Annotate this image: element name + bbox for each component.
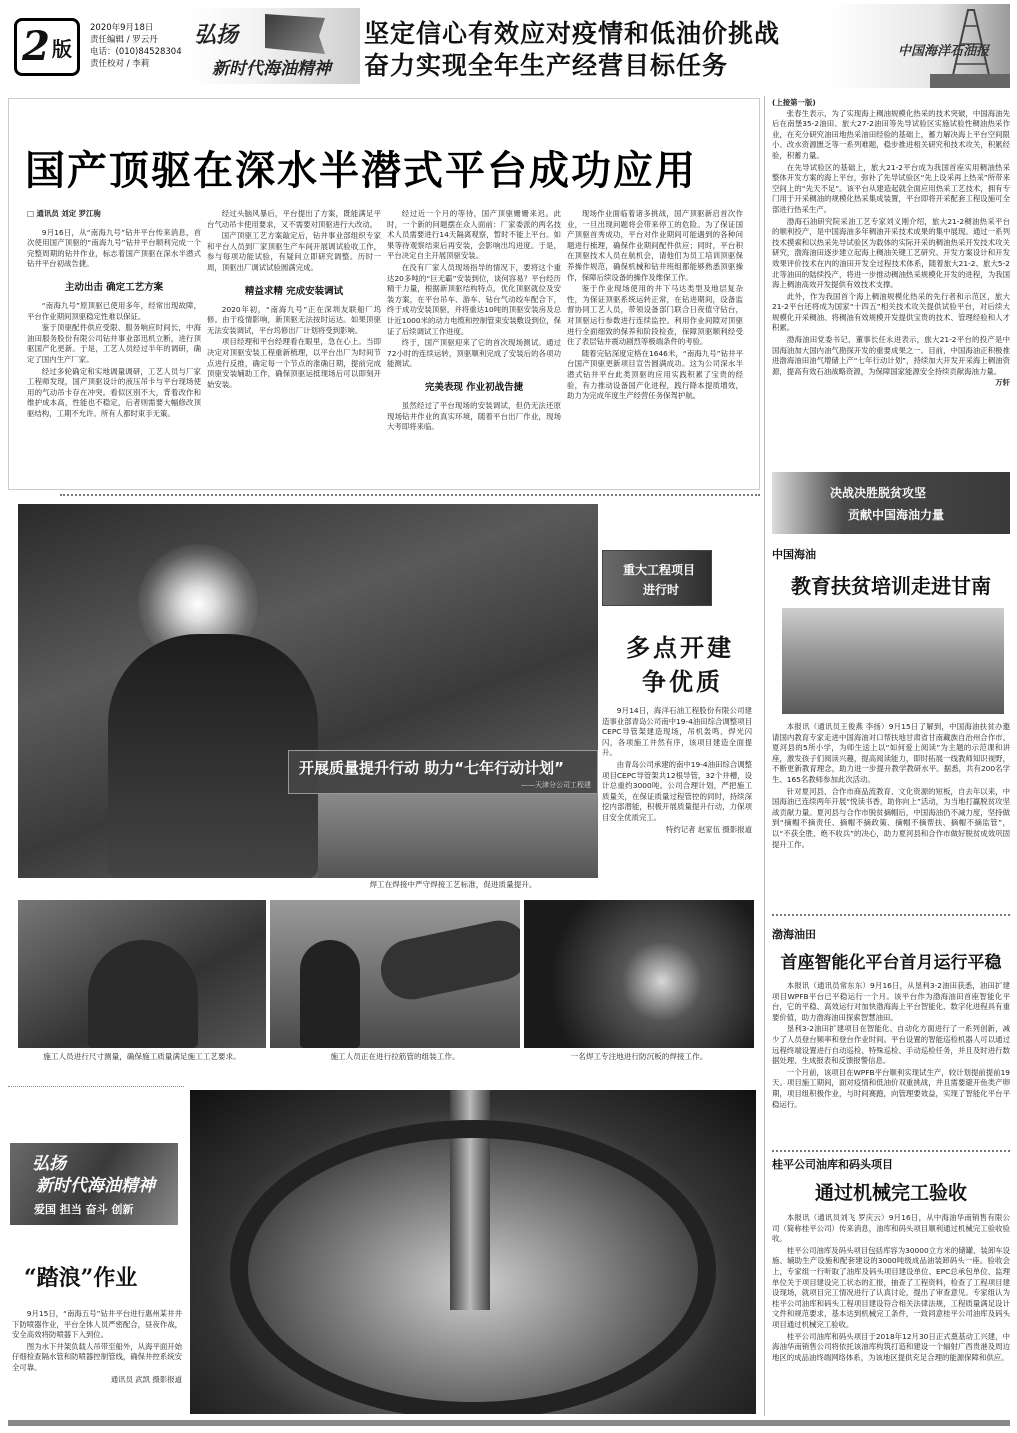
spirit-line2: 新时代海油精神 bbox=[36, 1176, 155, 1196]
welder-figure bbox=[108, 634, 318, 878]
byline: □ 通讯员 刘定 罗江驹 bbox=[27, 209, 101, 218]
ocean-drilling-photo bbox=[190, 1090, 756, 1414]
poverty-banner-line1: 决战决胜脱贫攻坚 bbox=[830, 486, 927, 500]
article-source: 中国海油 bbox=[772, 548, 816, 561]
spirit-body bbox=[12, 1309, 182, 1415]
spirit-title: “踏浪”作业 bbox=[24, 1265, 138, 1291]
paragraph: 在先导试验区的基础上，旅大21-2平台成为我国首座实用稠油热采整体开发方案的海上平台，弥补了先导试验区“先上设采再上热采”所带来空间上的“先天不足”。该平台从建造起就全面应用热采工艺技术，拥有专门用于开采稠油的规模化热采集成装置，平台即将开采配套工程设施可全部进行热采生产。 bbox=[772, 162, 1010, 214]
article-title: 通过机械完工验收 bbox=[814, 1182, 967, 1204]
column-rule bbox=[764, 96, 765, 1416]
article-title: 首座智能化平台首月运行平稳 bbox=[780, 953, 1002, 973]
subheading: 精益求精 完成安装调试 bbox=[244, 285, 344, 297]
masthead-headline-2: 奋力实现全年生产经营目标任务 bbox=[364, 51, 729, 80]
paragraph: 由青岛公司承建的南中19-4油田综合调整项目CEPC导管架共12根导管，32个井槽，设计总重约3000吨。公司合理计划，严把施工质量关，在保证质量过程管控的同时，持续深挖内部潜能，积极开展质量提升行动，力保项目安全优质完工。 bbox=[602, 759, 752, 822]
bottom-rule bbox=[8, 1420, 1010, 1426]
project-tag bbox=[602, 550, 712, 606]
paragraph: 本报讯（通讯员王俊燕 李扬）9月15日了解到，中国海油扶贫办邀请国内教育专家走进中国海油对口帮扶地甘肃省甘南藏族自治州合作市、夏河县的5所小学，为师生送上以“如何爱上阅读”为主题的示范课和讲座，激发孩子们阅读兴趣，提高阅读能力，即时拓展一线教师知识视野，不断更新教育理念，助力进一步提升教学教研水平。据悉，共有200名学生、165名教师参加此次活动。 bbox=[772, 722, 1010, 784]
article-source: 桂平公司油库和码头项目 bbox=[772, 1158, 893, 1171]
photo-caption: 施工人员进行尺寸测量，确保施工质量满足施工工艺要求。 bbox=[43, 1052, 241, 1061]
continued-label: (上接第一版) bbox=[772, 98, 816, 107]
paragraph: 经过多轮确定和实地调量调研，工艺人员与厂家工程师发现，国产顶驱设计的液压吊卡与平台现场使用的气动吊卡存在冲突。看似区别不大，背着改作和维护成本高，性能也不稳定，后者则需要大幅修改顶驱结构，工期不允许。所有人都时束手无策。 bbox=[27, 366, 201, 418]
editor-credit: 责任编辑 / 罗云丹 bbox=[90, 35, 158, 45]
project-tag-line1: 重大工程项目 bbox=[623, 563, 696, 577]
pipe-shape bbox=[375, 915, 520, 1005]
paragraph: 随着完钻深度定格在1646米，“南海九号”钻井平台国产顶驱更新项目宣告圆满成功。这为公司深水半潜式钻井平台此类顶驱的应用实践积累了宝贵的经验，有力推动设备国产化进程，践行降本提质增效，助力为完成年度生产经营任务保驾护航。 bbox=[567, 348, 743, 401]
worker-figure bbox=[88, 940, 198, 1048]
paragraph: 9月14日，海洋石油工程股份有限公司建造事业部青岛公司南中19-4油田综合调整项目CEPC导管架建造现场，吊机轰鸣、焊光闪闪，各项施工井然有序，该项目建造全面提升。 bbox=[602, 706, 752, 758]
photo-caption: 一名焊工专注地进行防沉板的焊接工作。 bbox=[570, 1052, 708, 1061]
paragraph: 桂平公司油库及码头项目包括库容为30000立方米的储罐、装卸车设施、辅助生产设施和配套建设的3000吨级成品油装卸码头一座。验收会上，专家组一行听取了油库及码头项目建设单位、EPC总承包单位、监理单位关于项目建设完工状态的汇报，抽查了工程资料，检查了工程项目建设现场，就项目完工情况进行了认真讨论，提出了审查意见。专家组认为桂平公司油库和码头工程项目建设符合相关法律法规，工程质量满足设计文件和规范要求，基本达到机械完工条件，一致同意桂平公司油库及码头项目通过机械完工验收。 bbox=[772, 1245, 1010, 1329]
lead-article bbox=[8, 98, 760, 490]
lead-headline: 国产顶驱在深水半潜式平台成功应用 bbox=[25, 148, 697, 194]
feature-title-1: 多点开建 bbox=[626, 633, 734, 662]
spirit-line1: 弘扬 bbox=[32, 1154, 66, 1174]
paragraph: 本报讯（通讯员常东东）9月16日，从垦利3-2油田获悉，油田扩建项目WPFB平台已平稳运行一个月。该平台作为渤海油田首座智能化平台，它的平稳、高效运行对加快渤海海上平台智能化、数字化进程具有重要价值，助力渤海油田探索智慧油田。 bbox=[772, 981, 1010, 1022]
lead-paragraph: 9月16日，从“南海九号”钻井平台传来消息，首次使用国产顶驱的“南海九号”钻井平台顺利完成一个完整周期的钻井作业，标志着国产顶驱在深水半潜式钻井平台初战告捷。 bbox=[27, 227, 201, 269]
lead-column-2 bbox=[207, 209, 381, 489]
spirit-banner bbox=[10, 1143, 178, 1225]
paragraph: 本报讯（通讯员刘飞 罗庆云）9月16日，从中海油华南销售有限公司（简称桂平公司）传来消息，油库和码头项目顺利通过机械完工验收验收。 bbox=[772, 1213, 1010, 1244]
paragraph: 桂平公司油库和码头项目于2018年12月30日正式奠基动工兴建，中海油华南销售公司将依托该油库构筑打造和建设一个辐射广西贵港及周边地区的成品油终端网络体系，为该地区提供充足合理的能源保障和供应。 bbox=[772, 1331, 1010, 1362]
author: 万轩 bbox=[995, 378, 1010, 388]
article-title: 教育扶贫培训走进甘南 bbox=[791, 574, 991, 598]
divider bbox=[772, 1150, 1010, 1152]
photo-credit: 通讯员 武凯 摄影报道 bbox=[110, 1374, 182, 1384]
paragraph: 张春生表示，为了实现海上稠油规模化热采的技术突破，中国海油先后在南堡35-2油田、旅大27-2油田等先导试验区实施试验性稠油热采作业，在充分研究油田地热采油田经验的基础上，蓄力解决海上平台空间限小、改水资源匮乏等一系列难题，稳步推进相关研究和技术攻关，积累经验，积蓄力量。 bbox=[772, 108, 1010, 160]
welding-photo bbox=[18, 504, 598, 878]
page-suffix: 版 bbox=[51, 36, 72, 61]
project-tag-line2: 进行时 bbox=[643, 583, 680, 597]
divider bbox=[772, 914, 1010, 916]
paragraph: 一个月前，该项目在WPFB平台顺利实现试生产，较计划提前提前19天。项目施工期间，面对疫情和低油价双重挑战，并且需要避开鱼类产卵期，项目组积极作业，与时间赛跑，向管理要效益，实现了智能化平台平稳运行。 bbox=[772, 1067, 1010, 1109]
paragraph: 国产顶驱工艺方案敲定后，钻井事业部组织专家和平台人员到厂家顶驱生产车间开展调试验收工作，参与每项功能试验，有疑问立即研究调整。历时一周，顶驱出厂调试试验圆满完成。 bbox=[207, 231, 381, 272]
poverty-banner bbox=[772, 472, 1010, 534]
masthead-headline-1: 坚定信心有效应对疫情和低油价挑战 bbox=[364, 19, 781, 48]
building-background bbox=[318, 794, 598, 878]
continued-article bbox=[772, 98, 1010, 432]
spirit-line3: 爱国 担当 奋斗 创新 bbox=[34, 1203, 134, 1216]
paragraph: 针对夏河县、合作市商品流教育、文化资源的短板，自去年以来，中国海油已连续两年开展“悦读书香，助你向上”活动，为当地打赢脱贫攻坚战贡献力量。夏河县与合作市脱贫摘帽后，中国海油仍不减力度，坚持做到“摘帽不摘责任、摘帽不摘政策、摘帽不摘帮扶、摘帽不摘监管”，以“不获全胜、绝不收兵”的决心，助力夏河县和合作市做好脱贫成效巩固提升工作。 bbox=[772, 786, 1010, 849]
photo-credit: 特约记者 赵家伍 摄影报道 bbox=[666, 824, 752, 834]
feature-body bbox=[602, 706, 752, 882]
slogan-graphic bbox=[190, 8, 360, 84]
paragraph: 9月15日，“南海五号”钻井平台进行惠州某井井下防喷器作业，平台全体人员严密配合，昼夜作战，安全高效将防喷器下入到位。 bbox=[12, 1309, 182, 1340]
phone-number: 电话：(010)84528304 bbox=[90, 47, 182, 57]
paragraph: 现场作业面临着诸多挑战，国产顶驱新启首次作业，一旦出现问题将会带来停工的危险。为了保证国产顶驱首秀成功，平台对作业期间可能遇到的各种问题进行梳理，确保作业期间配件供应；同时，平台积在顶驱技术人员在航机会，请他们为员工培训顶驱保养操作规范，确保机械和钻井班组都能够熟悉顶驱操作，保障后续设备的操作及维保工作。 bbox=[567, 209, 743, 282]
education-article bbox=[772, 546, 1010, 916]
subheading: 完美表现 作业初战告捷 bbox=[424, 381, 524, 393]
masthead bbox=[0, 0, 1017, 92]
feature-section bbox=[8, 500, 760, 1080]
proofreader-credit: 责任校对 / 李莉 bbox=[90, 59, 150, 69]
article-source: 渤海油田 bbox=[772, 928, 816, 941]
rig-graphic bbox=[830, 4, 1010, 88]
paragraph: 渤海油田党委书记、董事长任永进表示，旅大21-2平台的投产是中国海油加大国内油气勘探开发的重要成果之一。目前，中国海油正积极推进渤海油田油气增储上产“七年行动计划”，持续加大开发开采海上稠油资源，提高有效石油战略资源，为保障国家能源安全持续贡献海油力量。 bbox=[772, 335, 1010, 376]
feature-text-block bbox=[602, 550, 754, 880]
photo-caption: 焊工在焊接中严守焊接工艺标准，促进质量提升。 bbox=[369, 880, 537, 889]
article-body bbox=[772, 1213, 1010, 1431]
photo-banner-text: 开展质量提升行动 助力“七年行动计划” bbox=[299, 759, 564, 777]
paragraph: 鉴于顶驱配件供应受限、服务响应时间长，中海油田服务股份有限公司钻井事业部迅机立断，进行顶驱国产化更新。于是，工艺人员经过半年的调研，确定了国内生产厂家。 bbox=[27, 323, 201, 364]
worker-figure bbox=[300, 940, 360, 1048]
moonpool-rim bbox=[230, 1120, 716, 1414]
paragraph: 经过头脑风暴后，平台提出了方案，既能满足平台气动吊卡使用要求，又不需要对顶驱进行大改动。 bbox=[207, 209, 381, 229]
divider bbox=[60, 494, 760, 496]
slogan-line2: 新时代海油精神 bbox=[212, 59, 331, 79]
paragraph: 项目经理和平台经理看在眼里，急在心上。当即决定对顶驱安装工程重新梳理，以平台出厂为时间节点进行反推，确定每一个节点的准确日期，提前完成顶驱安装辅助工作，确保顶驱运抵现场后可以即刻开始安装。 bbox=[207, 337, 381, 389]
issue-date: 2020年9月18日 bbox=[90, 23, 154, 33]
lead-column-3 bbox=[387, 209, 561, 489]
welder-night-photo bbox=[524, 900, 754, 1048]
paragraph: 2020年初，“南海九号”正在深圳友联船厂坞修。由于疫情影响，新顶驱无法按时运达。如果顶驱无法安装调试，平台坞修出厂计划将受到影响。 bbox=[207, 304, 381, 335]
paragraph: 虽然经过了平台现场的安装调试，但仍无法还原现场钻井作业的真实环境，随着平台出厂作业，现场大考即将来临。 bbox=[387, 400, 561, 432]
masthead-info bbox=[90, 22, 190, 70]
guiping-article bbox=[772, 1156, 1010, 1418]
slogan-line1: 弘扬 bbox=[194, 22, 239, 48]
paragraph: 经过近一个月的等待，国产顶驱姗姗来迟。此时，一个新的问题摆在众人面前：厂家委派的两名技术人员需要进行14天隔离观察，暂时不能上平台。如果等待观察结束后再安装，会影响出坞进度。于是，平台决定自主开展顶驱安装。 bbox=[387, 209, 561, 261]
page-number-badge bbox=[14, 18, 80, 76]
paragraph: 在没有厂家人员现场指导的情况下，要将这个重达20多吨的“巨无霸”安装到位，谈何容易？平台经历精干力量，根据新顶驱结构特点，优化顶驱就位及安装方案，在平台吊车、游车、钻台气动绞车配合下，终于成功安装顶驱，并将重达10吨的顶驱安装房及总计近1000米的动力电缆和控制管束安装敷设到位，保证了后续调试工作进度。 bbox=[387, 262, 561, 336]
paragraph: 图为水下井架负载人吊带至船外，从海平面开始仔细检查隔水管和防喷器控制管线，确保井控系统安全可靠。 bbox=[12, 1341, 182, 1372]
bohai-article bbox=[772, 920, 1010, 1146]
measurement-photo bbox=[18, 900, 266, 1048]
spirit-box bbox=[8, 1086, 184, 1416]
paragraph: 终于，国产顶驱迎来了它的首次现场测试。通过72小时的连续运转，顶驱顺利完成了安装后的各项功能测试。 bbox=[387, 338, 561, 369]
photo-banner bbox=[288, 750, 598, 794]
feature-title-2: 争优质 bbox=[642, 667, 723, 696]
photo-banner-subtext: ——天津分公司工程建 bbox=[521, 781, 591, 789]
photo-caption: 施工人员正在进行拉筋管的组装工作。 bbox=[330, 1052, 460, 1061]
page-number: 2 bbox=[22, 23, 50, 70]
lead-column-1 bbox=[27, 209, 201, 489]
flag-icon bbox=[265, 14, 325, 54]
newspaper-name: 中国海洋石油报 bbox=[898, 44, 990, 59]
paragraph: 渤海石油研究院采油工艺专家刘义刚介绍，旅大21-2稠油热采平台的顺利投产，是中国海油多年稠油开采技术成果的集中展现。通过一系列技术摸索和以热采先导试验区为载体的实际开采的稠油热采开发技术攻关研究，渤海油田逐步建立起海上稠油关键工艺研究、开发方案设计和开发效果评价技术在内的油田开发全过程技术体系，随着旅大21-2、旅大5-2北等油田的陆续投产，将进一步推动稠油热采规模化开发的进程，为我国海上稠油高效开发提供有效技术支撑。 bbox=[772, 216, 1010, 290]
paragraph: 垦利3-2油田扩建项目在智能化、自动化方面进行了一系列创新，减少了人员登台频率和登台作业时间。平台设置的智能巡检机器人可以通过远程终端设置进行自动巡检、特殊巡检、手动巡检任务，并且及时进行数据处理、生成报表和反馈报警信息。 bbox=[772, 1024, 1010, 1066]
assembly-photo bbox=[270, 900, 520, 1048]
lead-column-4 bbox=[567, 209, 743, 489]
article-body bbox=[772, 981, 1010, 1155]
article-body bbox=[772, 722, 1010, 910]
subheading: 主动出击 确定工艺方案 bbox=[64, 281, 164, 293]
paragraph: “南海九号”原顶驱已使用多年，经常出现故障，平台作业期间顶驱稳定性难以保证。 bbox=[27, 300, 201, 321]
paragraph: 鉴于作业现场使用的井下马达类型及地层复杂性，为保证顶驱系统运转正常，在钻进期间，设备监督协同工艺人员，带领设备部门联合日夜值守钻台，对顶驱运行参数进行连续监控。利用作业间隙对顶驱进行全面细致的保养和阶段检查，保障顶驱顺利经受住了表层钻井震动剧烈等极端条件的考验。 bbox=[567, 284, 743, 347]
poverty-banner-line2: 贡献中国海油力量 bbox=[848, 508, 945, 522]
classroom-photo bbox=[782, 608, 1004, 714]
paragraph: 此外，作为我国首个海上稠油规模化热采的先行者和示范区，旅大21-2平台还将成为国家“十四五”相关技术攻关提供试验平台，对后续大规模化开采稠油、将稠油有效规模开发提供宝贵的技术、管理经验和人才积累。 bbox=[772, 291, 1010, 333]
